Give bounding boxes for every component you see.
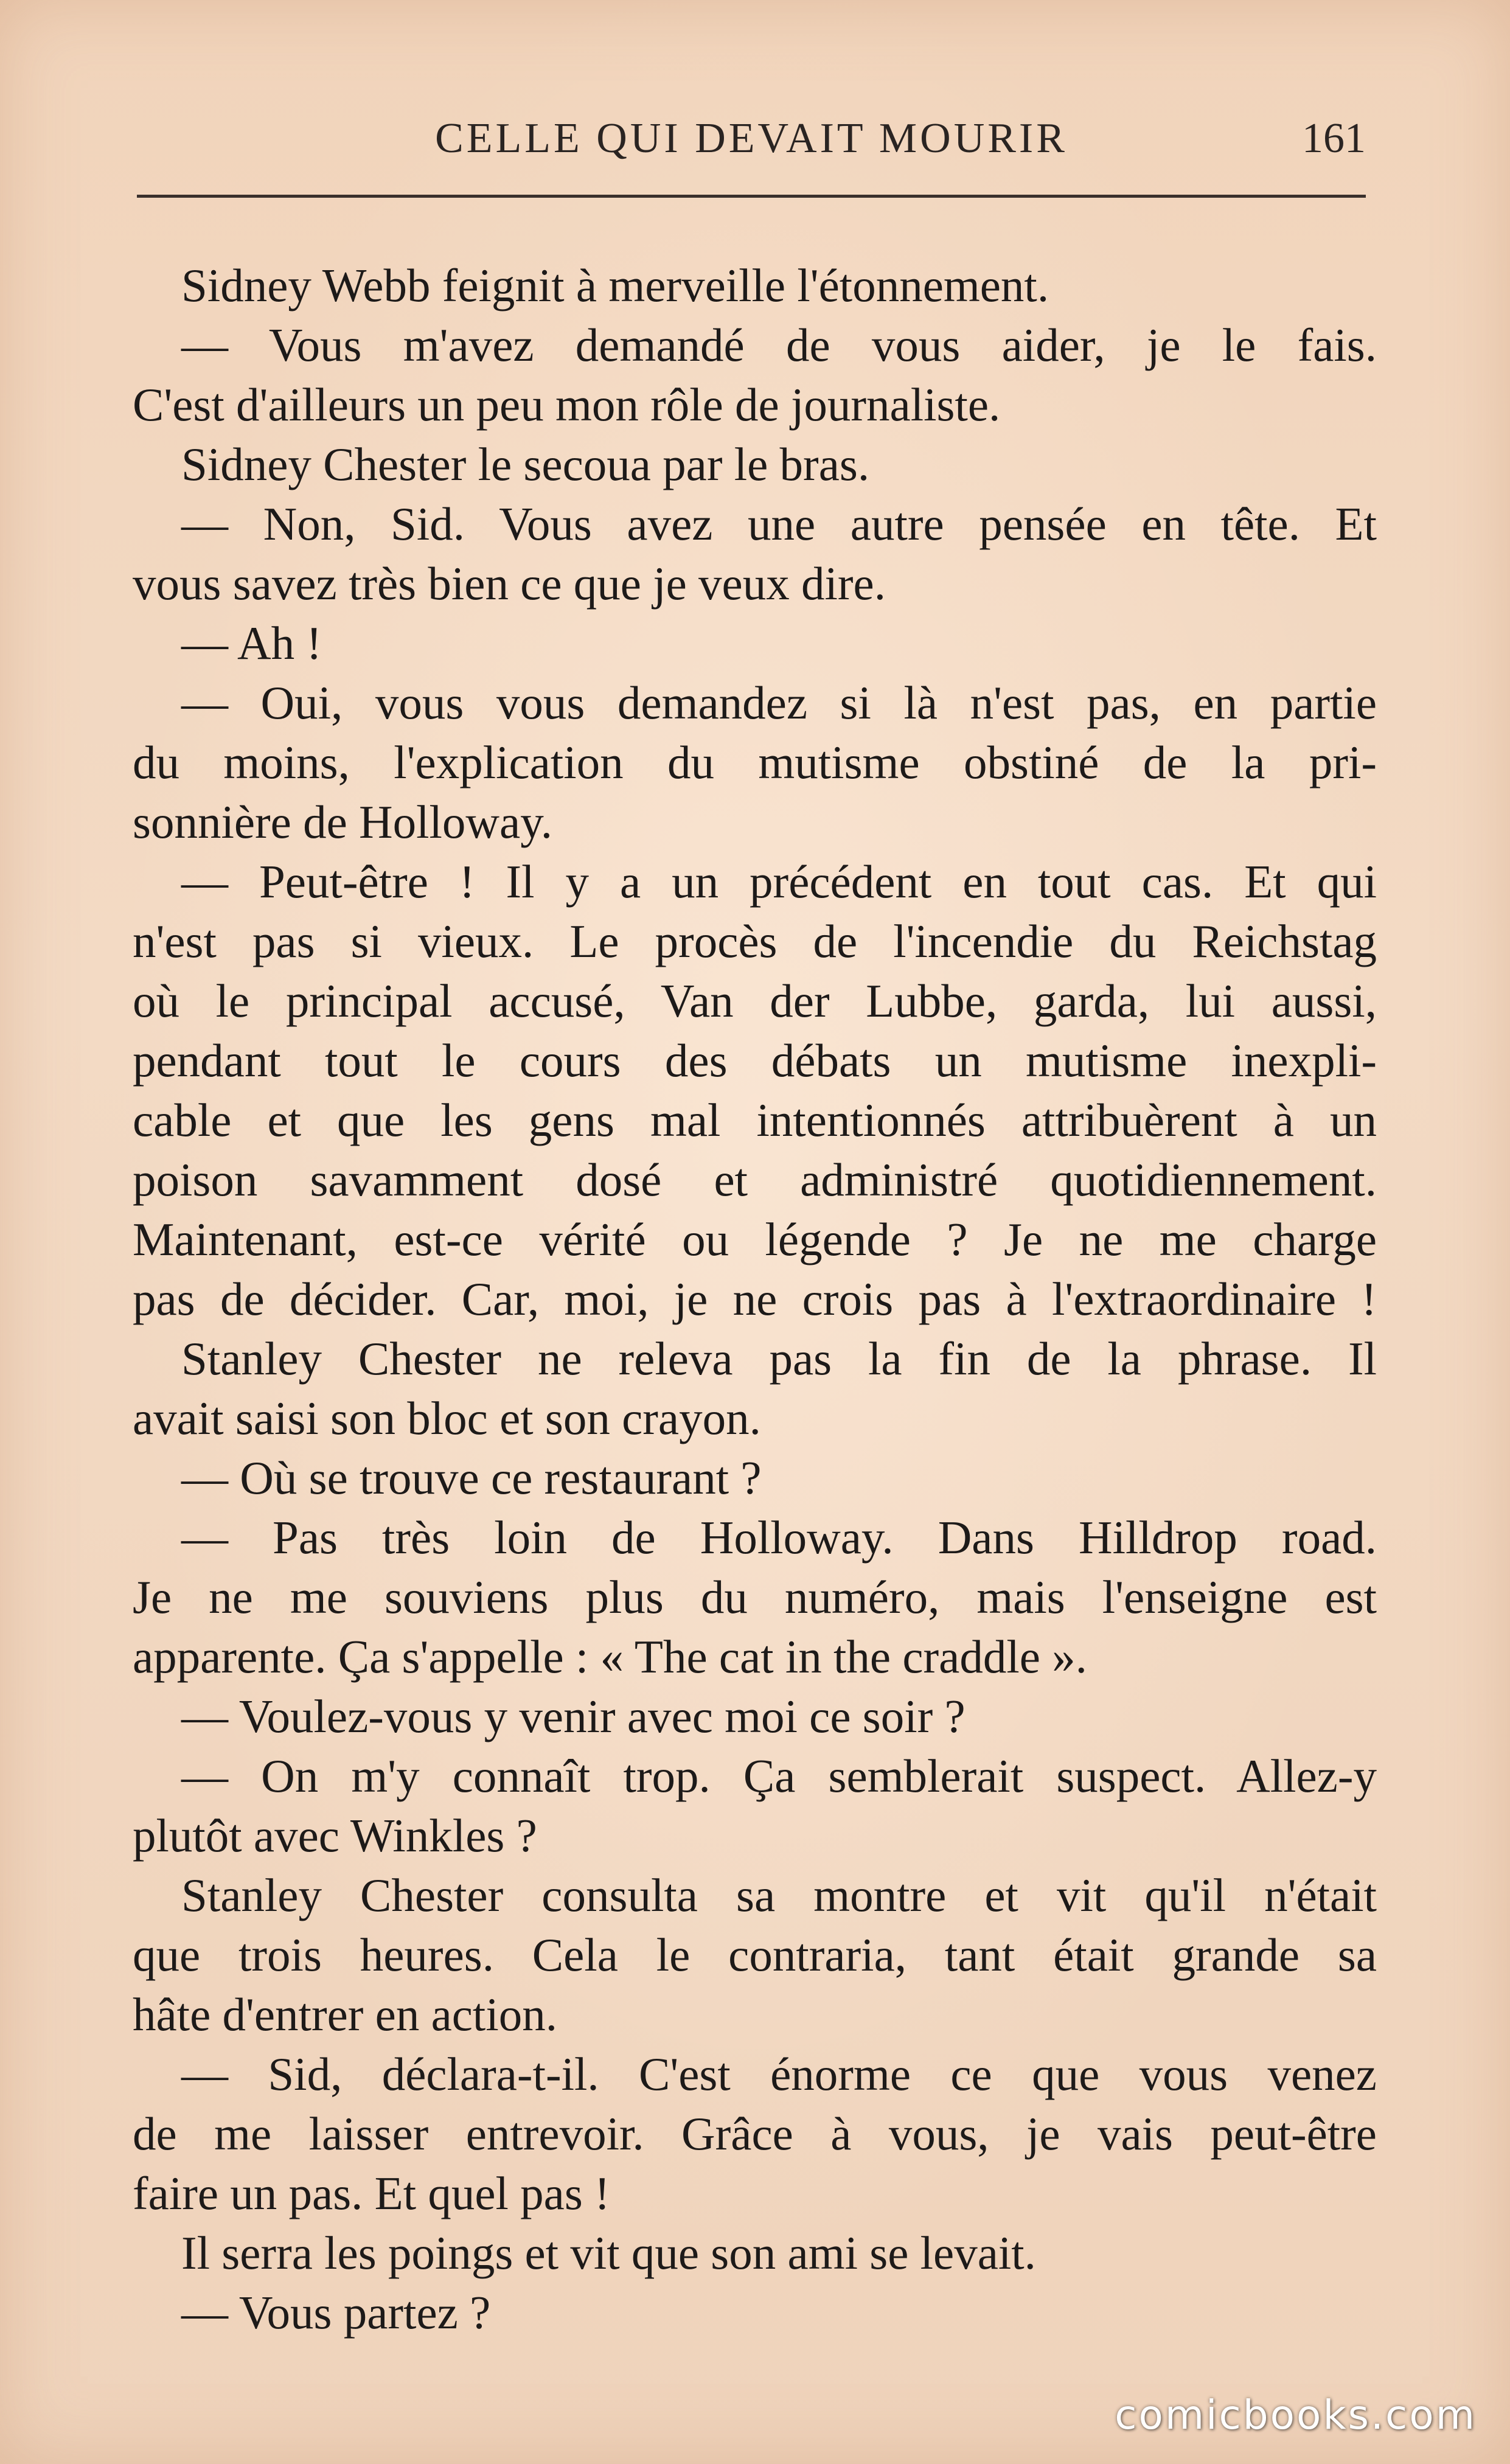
text-line: n'est pas si vieux. Le procès de l'incendie du Reichstag	[133, 915, 1377, 967]
text-line: — Vous m'avez demandé de vous aider, je le fais.	[181, 319, 1377, 371]
text-line: C'est d'ailleurs un peu mon rôle de journaliste.	[133, 378, 1001, 431]
body-text	[133, 256, 1377, 2342]
page-number: 161	[1302, 115, 1366, 162]
text-line: avait saisi son bloc et son crayon.	[133, 1392, 761, 1444]
text-line: que trois heures. Cela le contraria, tant était grande sa	[133, 1929, 1377, 1981]
text-line: du moins, l'explication du mutisme obstiné de la pri-	[133, 736, 1377, 788]
text-line: où le principal accusé, Van der Lubbe, garda, lui aussi,	[133, 975, 1377, 1027]
text-line: — Vous partez ?	[181, 2286, 491, 2339]
text-line: pas de décider. Car, moi, je ne crois pas à l'extraordinaire !	[133, 1273, 1377, 1325]
text-line: — Où se trouve ce restaurant ?	[181, 1452, 762, 1504]
running-title: CELLE QUI DEVAIT MOURIR	[435, 115, 1068, 162]
text-line: — Ah !	[181, 617, 322, 669]
text-line: hâte d'entrer en action.	[133, 1988, 557, 2041]
text-line: — Peut-être ! Il y a un précédent en tout cas. Et qui	[181, 855, 1377, 908]
text-line: sonnière de Holloway.	[133, 796, 552, 848]
text-line: Stanley Chester consulta sa montre et vit qu'il n'était	[181, 1869, 1377, 1921]
text-line: pendant tout le cours des débats un mutisme inexpli-	[133, 1034, 1377, 1087]
watermark-text: comicbooks.com	[1115, 2392, 1477, 2438]
text-line: Stanley Chester ne releva pas la fin de la phrase. Il	[181, 1332, 1377, 1385]
text-line: faire un pas. Et quel pas !	[133, 2167, 610, 2219]
text-line: — Oui, vous vous demandez si là n'est pas, en partie	[181, 677, 1377, 729]
text-line: poison savamment dosé et administré quotidiennement.	[133, 1154, 1377, 1206]
header-rule	[137, 195, 1366, 198]
text-line: Je ne me souviens plus du numéro, mais l'enseigne est	[133, 1571, 1377, 1623]
running-header	[137, 114, 1366, 169]
text-line: cable et que les gens mal intentionnés attribuèrent à un	[133, 1094, 1377, 1146]
text-line: — Pas très loin de Holloway. Dans Hilldrop road.	[181, 1511, 1377, 1564]
text-line: — Voulez-vous y venir avec moi ce soir ?	[181, 1690, 965, 1742]
text-line: de me laisser entrevoir. Grâce à vous, je vais peut-être	[133, 2107, 1377, 2160]
text-line: Sidney Webb feignit à merveille l'étonnement.	[181, 259, 1049, 311]
text-line: — Sid, déclara-t-il. C'est énorme ce que vous venez	[181, 2048, 1377, 2100]
text-line: Sidney Chester le secoua par le bras.	[181, 438, 870, 490]
text-line: apparente. Ça s'appelle : « The cat in the craddle ».	[133, 1630, 1087, 1683]
text-line: — Non, Sid. Vous avez une autre pensée en tête. Et	[181, 498, 1377, 550]
text-line: Il serra les poings et vit que son ami se levait.	[181, 2227, 1036, 2279]
text-line: plutôt avec Winkles ?	[133, 1809, 537, 1862]
text-line: — On m'y connaît trop. Ça semblerait suspect. Allez-y	[181, 1750, 1377, 1802]
text-line: Maintenant, est-ce vérité ou légende ? Je ne me charge	[133, 1213, 1377, 1265]
text-line: vous savez très bien ce que je veux dire.	[133, 557, 886, 610]
